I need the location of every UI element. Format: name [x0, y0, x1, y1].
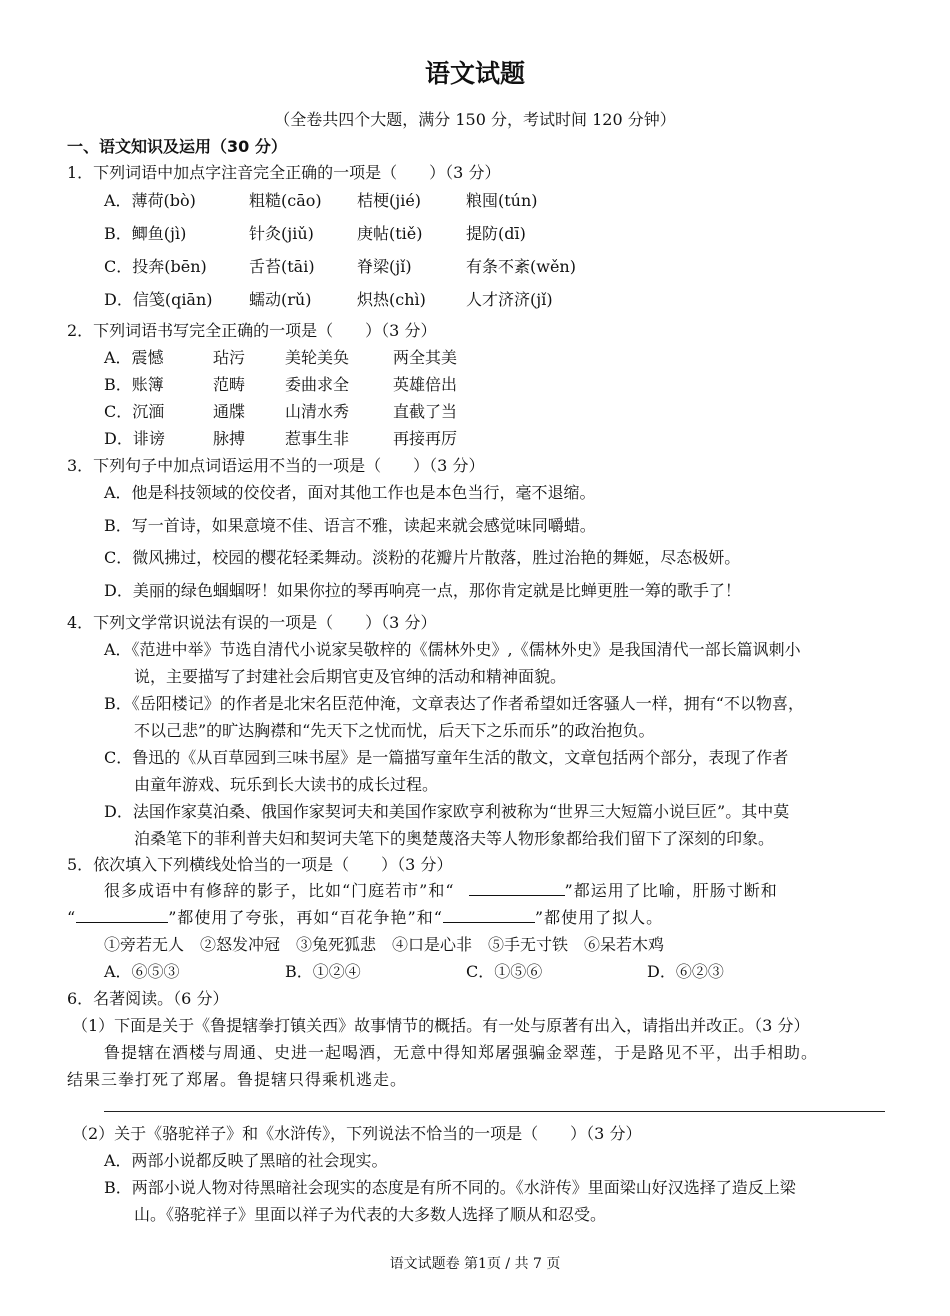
option-cell: 山清水秀	[285, 402, 350, 421]
option-cell: 人才济济(jǐ)	[466, 290, 553, 309]
question-6-sub1-passage: 结果三拳打死了郑屠。鲁提辖只得乘机逃走。	[67, 1070, 408, 1089]
option-cell: 美轮美奂	[285, 348, 350, 367]
option-c-line1: C．鲁迅的《从百草园到三味书屋》是一篇描写童年生活的散文，文章包括两个部分，表现了作者	[104, 748, 789, 767]
passage-text: ”都运用了比喻，肝肠寸断和	[564, 881, 778, 900]
option-cell: A．震憾	[104, 348, 164, 367]
question-6-sub1: （1）下面是关于《鲁提辖拳打镇关西》故事情节的概括。有一处与原著有出入，请指出并改正。（3 分）	[72, 1016, 810, 1035]
option-cell: 脊梁(jǐ)	[357, 257, 412, 276]
option-cell: 脉搏	[213, 429, 246, 448]
option-b: B．写一首诗，如果意境不佳、语言不雅，读起来就会感觉味同嚼蜡。	[104, 516, 596, 535]
option-cell: 蠕动(rǔ)	[249, 290, 312, 309]
option-c-line2: 由童年游戏、玩乐到长大读书的成长过程。	[134, 775, 439, 794]
option-b-line2: 不以己悲”的旷达胸襟和“先天下之忧而忧，后天下之乐而乐”的政治抱负。	[134, 721, 655, 740]
option-cell: D．信笺(qiān)	[104, 290, 213, 309]
choice-c: C．①⑤⑥	[466, 962, 543, 981]
fill-blank[interactable]	[76, 908, 168, 923]
question-6-stem: 6．名著阅读。（6 分）	[67, 989, 229, 1008]
question-4-stem: 4．下列文学常识说法有误的一项是（ ）（3 分）	[67, 613, 437, 632]
option-c: C．微风拂过，校园的樱花轻柔舞动。淡粉的花瓣片片散落，胜过治艳的舞姬，尽态极妍。	[104, 548, 741, 567]
option-cell: B．鲫鱼(jì)	[104, 224, 187, 243]
choice-b: B．①②④	[285, 962, 361, 981]
option-cell: C．沉湎	[104, 402, 165, 421]
option-cell: 直截了当	[393, 402, 458, 421]
section-heading: 一、语文知识及运用（30 分）	[67, 137, 287, 156]
passage-text: ”都使用了拟人。	[534, 908, 664, 927]
option-cell: 范畴	[213, 375, 246, 394]
option-d-line1: D．法国作家莫泊桑、俄国作家契诃夫和美国作家欧亨利被称为“世界三大短篇小说巨匠”。其中莫	[104, 802, 790, 821]
option-cell: 惹事生非	[285, 429, 350, 448]
question-5-passage-line1	[104, 881, 778, 901]
page-footer: 语文试题卷 第1页 / 共 7 页	[389, 1256, 561, 1272]
question-6-sub2-option-b: B．两部小说人物对待黑暗社会现实的态度是有所不同的。《水浒传》里面梁山好汉选择了造反上梁	[104, 1178, 796, 1197]
option-cell: 桔梗(jié)	[357, 191, 422, 210]
question-6-sub2-option-a: A．两部小说都反映了黑暗的社会现实。	[104, 1151, 388, 1170]
option-cell: D．诽谤	[104, 429, 165, 448]
question-1-stem: 1．下列词语中加点字注音完全正确的一项是（ ）（3 分）	[67, 163, 501, 182]
passage-text: 很多成语中有修辞的影子，比如“门庭若市”和“	[104, 881, 455, 900]
option-cell: 再接再厉	[393, 429, 458, 448]
question-5-items: ①旁若无人 ②怒发冲冠 ③兔死狐悲 ④口是心非 ⑤手无寸铁 ⑥呆若木鸡	[104, 935, 665, 954]
option-cell: A．薄荷(bò)	[104, 191, 196, 210]
option-cell: 提防(dī)	[466, 224, 526, 243]
question-5-stem: 5．依次填入下列横线处恰当的一项是（ ）（3 分）	[67, 855, 453, 874]
answer-line[interactable]	[104, 1111, 885, 1112]
option-d-line2: 泊桑笔下的菲利普夫妇和契诃夫笔下的奥楚蔑洛夫等人物形象都给我们留下了深刻的印象。	[134, 829, 775, 848]
fill-blank[interactable]	[443, 908, 535, 923]
question-2-stem: 2．下列词语书写完全正确的一项是（ ）（3 分）	[67, 321, 437, 340]
option-cell: 粗糙(cāo)	[249, 191, 322, 210]
option-cell: B．账簿	[104, 375, 164, 394]
question-3-stem: 3．下列句子中加点词语运用不当的一项是（ ）（3 分）	[67, 456, 485, 475]
option-cell: 炽热(chì)	[357, 290, 426, 309]
option-cell: 两全其美	[393, 348, 458, 367]
question-6-sub1-passage: 鲁提辖在酒楼与周通、史进一起喝酒，无意中得知郑屠强骗金翠莲，于是路见不平，出手相助。	[104, 1043, 819, 1062]
option-a: A．他是科技领域的佼佼者，面对其他工作也是本色当行，毫不退缩。	[104, 483, 596, 502]
option-cell: 有条不紊(wěn)	[466, 257, 576, 276]
option-cell: C．投奔(bēn)	[104, 257, 207, 276]
option-b-line1: B．《岳阳楼记》的作者是北宋名臣范仲淹，文章表达了作者希望如迁客骚人一样，拥有“不以物喜，	[104, 694, 804, 713]
choice-a: A．⑥⑤③	[104, 962, 180, 981]
option-cell: 英雄倍出	[393, 375, 458, 394]
exam-info: （全卷共四个大题，满分 150 分，考试时间 120 分钟）	[274, 110, 676, 129]
page-title: 语文试题	[424, 59, 525, 88]
option-cell: 粮囤(tún)	[466, 191, 538, 210]
option-cell: 委曲求全	[285, 375, 350, 394]
option-cell: 玷污	[213, 348, 246, 367]
fill-blank[interactable]	[469, 881, 565, 896]
option-cell: 通牒	[213, 402, 246, 421]
passage-text: ”都使用了夸张，再如“百花争艳”和“	[168, 908, 443, 927]
option-cell: 针灸(jiǔ)	[249, 224, 314, 243]
choice-d: D．⑥②③	[647, 962, 724, 981]
question-5-passage-line2	[67, 908, 663, 928]
question-6-sub2: （2）关于《骆驼祥子》和《水浒传》，下列说法不恰当的一项是（ ）（3 分）	[72, 1124, 642, 1143]
passage-text: “	[67, 908, 77, 927]
option-d: D．美丽的绿色蝈蝈呀！如果你拉的琴再响亮一点，那你肯定就是比蝉更胜一筹的歌手了！	[104, 581, 741, 600]
option-cell: 舌苔(tāi)	[249, 257, 315, 276]
option-a-line2: 说，主要描写了封建社会后期官吏及官绅的活动和精神面貌。	[134, 667, 567, 686]
option-a-line1: A．《范进中举》节选自清代小说家吴敬梓的《儒林外史》,《儒林外史》是我国清代一部长篇讽刺小	[104, 640, 801, 659]
option-cell: 庚帖(tiě)	[357, 224, 423, 243]
question-6-sub2-option-b: 山。《骆驼祥子》里面以祥子为代表的大多数人选择了顺从和忍受。	[134, 1205, 607, 1224]
